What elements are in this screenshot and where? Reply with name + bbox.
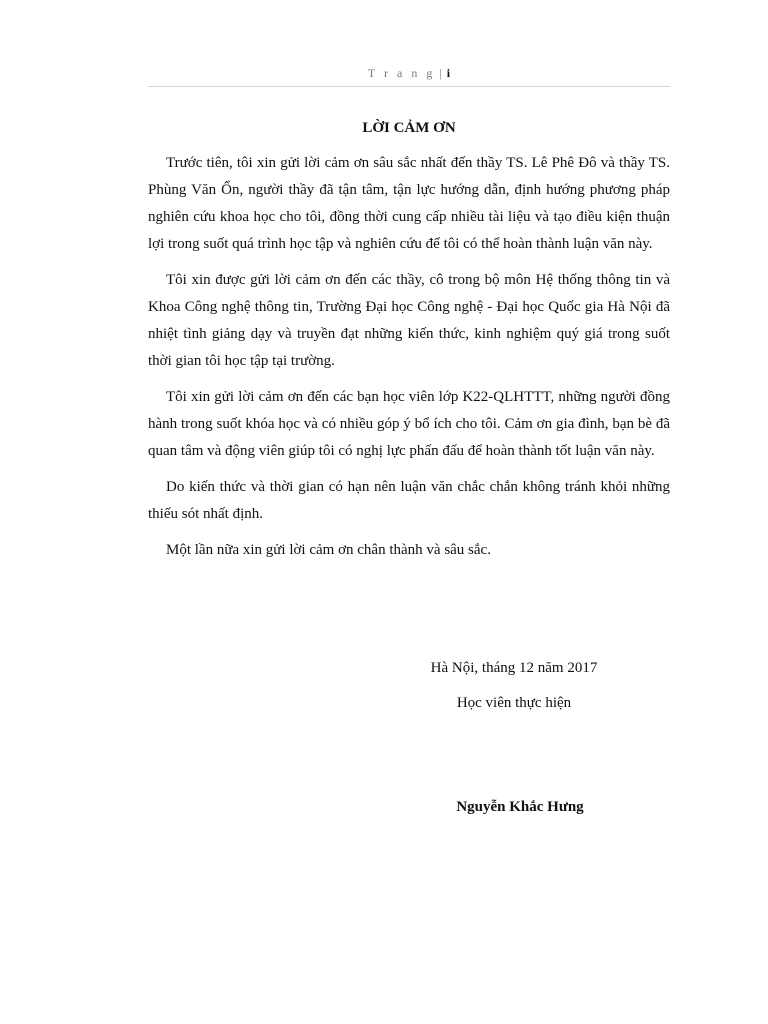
page-header-label: T r a n g [367, 66, 436, 80]
page-title: LỜI CẢM ƠN [362, 120, 456, 136]
paragraph-4: Do kiến thức và thời gian có hạn nên luận văn chắc chắn không tránh khỏi những thiếu sót nhất định. [148, 479, 670, 522]
paragraph-1: Trước tiên, tôi xin gửi lời cảm ơn sâu sắc nhất đến thầy TS. Lê Phê Đô và thầy TS. Phùng Văn Ổn, người thầy đã tận tâm, tận lực hướng dẫn, định hướng phương pháp nghiên cứu khoa học cho tôi, đồng thời cung cấp nhiều tài liệu và tạo điều kiện thuận lợi trong suốt quá trình học tập và nghiên cứu để tôi có thể hoàn thành luận văn này. [148, 155, 670, 252]
page-header [148, 66, 670, 87]
paragraph-3: Tôi xin gửi lời cảm ơn đến các bạn học viên lớp K22-QLHTTT, những người đồng hành trong suốt khóa học và có nhiều góp ý bổ ích cho tôi. Cảm ơn gia đình, bạn bè đã quan tâm và động viên giúp tôi có nghị lực phấn đấu để hoàn thành tốt luận văn này. [148, 389, 670, 459]
signature-role: Học viên thực hiện [456, 695, 572, 711]
signature-place-date: Hà Nội, tháng 12 năm 2017 [430, 660, 598, 676]
paragraph-5: Một lần nữa xin gửi lời cảm ơn chân thành và sâu sắc. [166, 542, 491, 558]
page-number: i [446, 66, 451, 80]
acknowledgement-body [148, 150, 670, 573]
paragraph-2: Tôi xin được gửi lời cảm ơn đến các thầy, cô trong bộ môn Hệ thống thông tin và Khoa Công nghệ thông tin, Trường Đại học Công nghệ - Đại học Quốc gia Hà Nội đã nhiệt tình giảng dạy và truyền đạt những kiến thức, kinh nghiệm quý giá trong suốt thời gian tôi học tập tại trường. [148, 272, 670, 369]
signature-name: Nguyễn Khắc Hưng [456, 799, 584, 815]
page-header-separator: | [439, 66, 442, 80]
